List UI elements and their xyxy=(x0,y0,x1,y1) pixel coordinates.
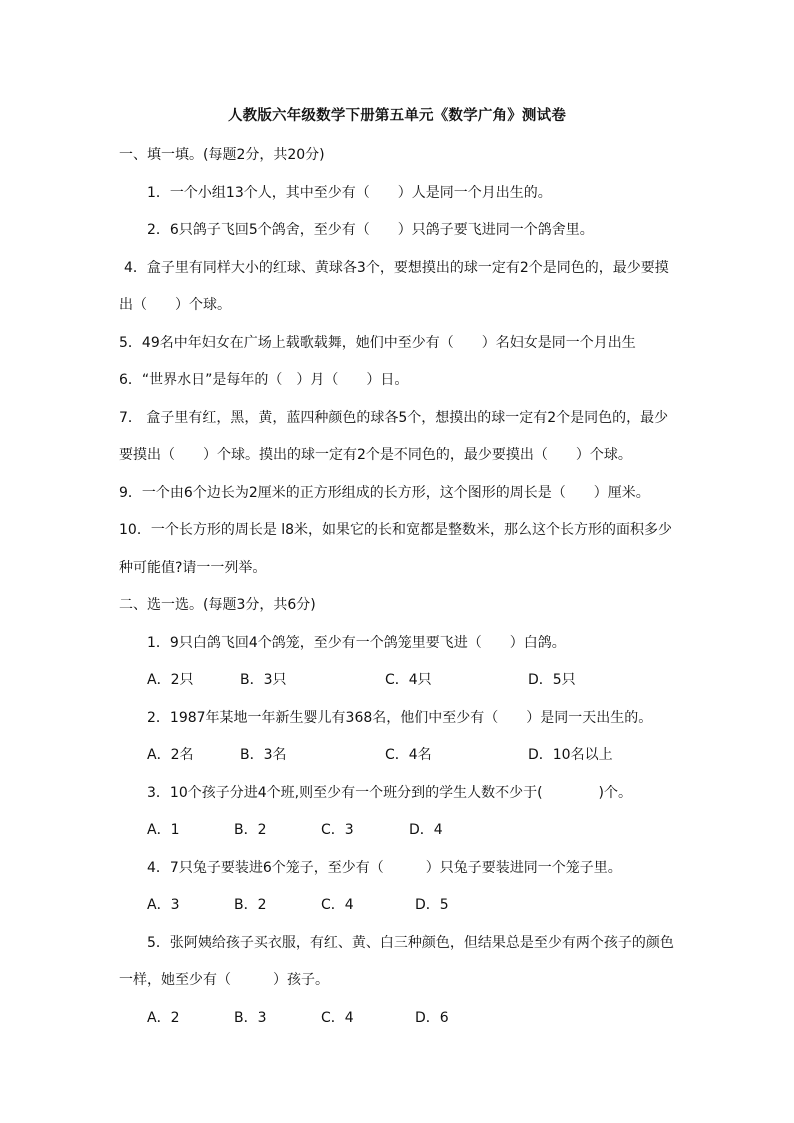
choice-question-3: 3．10个孩子分进4个班,则至少有一个班分到的学生人数不少于( )个。 xyxy=(147,785,633,801)
fill-question-7-line2: 要摸出（ ）个球。摸出的球一定有2个是不同色的，最少要摸出（ ）个球。 xyxy=(119,447,632,463)
q3-option-a: A．1 xyxy=(147,822,180,838)
q3-option-b: B．2 xyxy=(234,822,267,838)
q4-option-d: D．5 xyxy=(415,897,449,913)
q4-option-a: A．3 xyxy=(147,897,180,913)
fill-question-7-line1: 7． 盒子里有红，黑，黄，蓝四种颜色的球各5个，想摸出的球一定有2个是同色的，最少 xyxy=(119,410,669,426)
choice-question-5-line2: 一样，她至少有（ ）孩子。 xyxy=(119,972,329,988)
q5-option-a: A．2 xyxy=(147,1010,180,1026)
q1-option-a: A．2只 xyxy=(147,672,194,688)
page-title: 人教版六年级数学下册第五单元《数学广角》测试卷 xyxy=(227,108,567,124)
q5-option-c: C．4 xyxy=(321,1010,354,1026)
fill-question-10-line2: 种可能值?请一一列举。 xyxy=(119,560,267,576)
choice-question-1: 1．9只白鸽飞回4个鸽笼，至少有一个鸽笼里要飞进（ ）白鸽。 xyxy=(147,635,566,651)
section1-heading: 一、填一填。(每题2分，共20分) xyxy=(119,147,325,163)
q2-option-d: D．10名以上 xyxy=(528,747,613,763)
q1-option-b: B．3只 xyxy=(240,672,287,688)
q2-option-b: B．3名 xyxy=(240,747,287,763)
choice-question-4: 4．7只兔子要装进6个笼子，至少有（ ）只兔子要装进同一个笼子里。 xyxy=(147,860,622,876)
q5-option-d: D．6 xyxy=(415,1010,449,1026)
choice-question-5-line1: 5．张阿姨给孩子买衣服，有红、黄、白三种颜色，但结果总是至少有两个孩子的颜色 xyxy=(147,935,674,951)
choice-question-2: 2．1987年某地一年新生婴儿有368名，他们中至少有（ ）是同一天出生的。 xyxy=(147,710,653,726)
q4-option-b: B．2 xyxy=(234,897,267,913)
fill-question-9: 9．一个由6个边长为2厘米的正方形组成的长方形，这个图形的周长是（ ）厘米。 xyxy=(119,485,650,501)
q5-option-b: B．3 xyxy=(234,1010,267,1026)
q1-option-c: C．4只 xyxy=(385,672,432,688)
q1-option-d: D．5只 xyxy=(528,672,576,688)
section2-heading: 二、选一选。(每题3分，共6分) xyxy=(119,597,316,613)
fill-question-2: 2．6只鸽子飞回5个鸽舍，至少有（ ）只鸽子要飞进同一个鸽舍里。 xyxy=(147,222,594,238)
fill-question-4-line2: 出（ ）个球。 xyxy=(119,297,231,313)
q2-option-c: C．4名 xyxy=(385,747,432,763)
fill-question-5: 5．49名中年妇女在广场上载歌载舞，她们中至少有（ ）名妇女是同一个月出生 xyxy=(119,335,636,351)
q2-option-a: A．2名 xyxy=(147,747,194,763)
fill-question-1: 1．一个小组13个人，其中至少有（ ）人是同一个月出生的。 xyxy=(147,185,552,201)
q4-option-c: C．4 xyxy=(321,897,354,913)
q3-option-c: C．3 xyxy=(321,822,354,838)
fill-question-10-line1: 10．一个长方形的周长是 l8米，如果它的长和宽都是整数米，那么这个长方形的面积多少 xyxy=(119,522,673,538)
fill-question-4-line1: 4．盒子里有同样大小的红球、黄球各3个，要想摸出的球一定有2个是同色的，最少要摸 xyxy=(124,260,669,276)
fill-question-6: 6．“世界水日”是每年的（ ）月（ ）日。 xyxy=(119,372,409,388)
q3-option-d: D．4 xyxy=(409,822,443,838)
